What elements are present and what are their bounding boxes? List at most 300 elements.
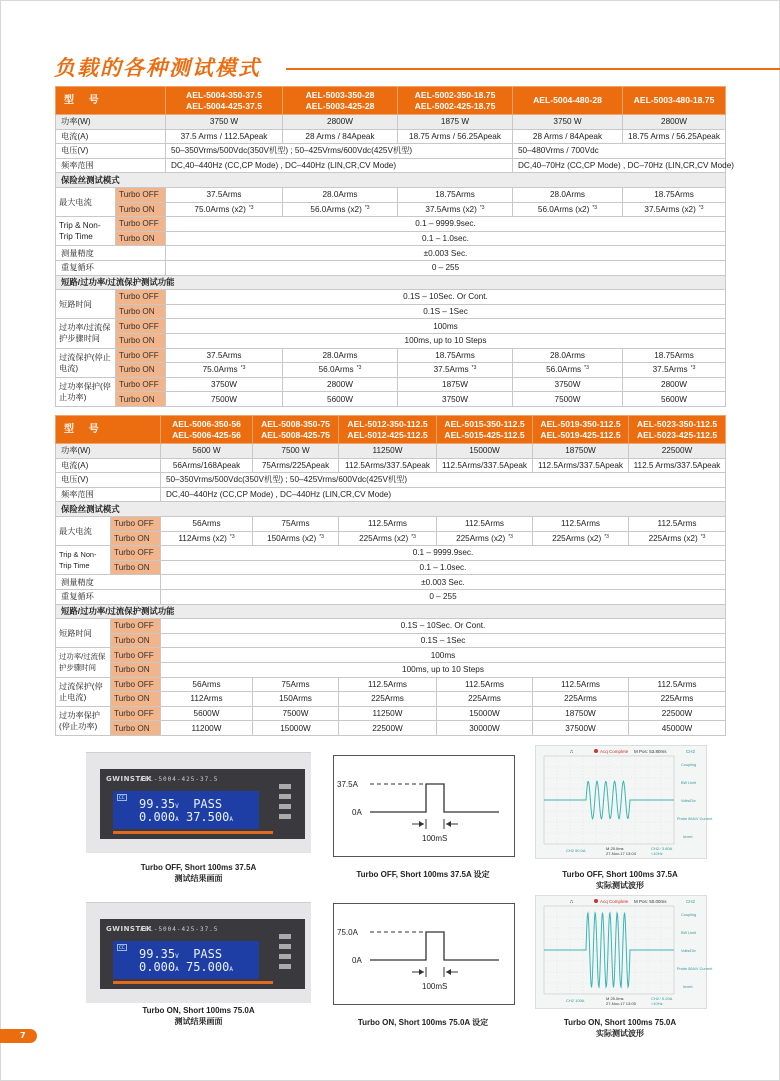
footnote-mark: *3 (240, 365, 246, 372)
table-row (56, 115, 726, 130)
model-name: AEL-5023-425-112.5 (636, 429, 718, 440)
row-label: 过流保护(停止电流) (56, 348, 116, 377)
table-row (56, 217, 726, 232)
footnote-mark: *3 (248, 204, 254, 211)
table-cell: 11250W (339, 444, 437, 459)
turbo-on-label: Turbo ON (111, 633, 161, 648)
brand-logo: GWINSTEK (106, 775, 152, 783)
menu-item: BW Limit (681, 781, 697, 785)
table-cell (513, 363, 623, 378)
lcd-line-1 (139, 797, 222, 811)
table-cell: 112.5Arms/337.5Apeak (533, 458, 629, 473)
table-row (56, 144, 726, 159)
turbo-off-label: Turbo OFF (116, 348, 166, 363)
panel-button (279, 934, 291, 939)
menu-item: Coupling (681, 913, 696, 917)
figure-caption (86, 862, 311, 884)
table-cell: 0.1S – 1Sec (161, 633, 726, 648)
table-row (56, 560, 726, 575)
table-cell: 18750W (533, 706, 629, 721)
section-row (56, 275, 726, 290)
model-name: AEL-5019-350-112.5 (540, 418, 621, 429)
channel-label: CH2 (686, 899, 696, 904)
model-name: AEL-5003-480-18.75 (633, 95, 715, 105)
device-model: AEL-5004-425-37.5 (140, 926, 219, 933)
table-cell: DC,40–440Hz (CC,CP Mode) , DC–440Hz (LIN,CR,CV Mode) (166, 158, 513, 173)
table-row (56, 290, 726, 305)
model-header (398, 87, 513, 115)
setting-unit: A (229, 966, 233, 973)
section-title: 短路/过功率/过流保护测试功能 (56, 604, 726, 619)
model-name: AEL-5008-350-75 (261, 418, 330, 429)
turbo-off-label: Turbo OFF (111, 648, 161, 663)
table-cell: 22500W (629, 706, 726, 721)
footnote-mark: *3 (508, 533, 513, 540)
model-header (283, 87, 398, 115)
row-label: 重复循环 (56, 589, 161, 604)
status-readout: PASS (193, 947, 223, 961)
oscilloscope-turbo-off (535, 745, 713, 859)
table-row (56, 363, 726, 378)
arrowhead (446, 821, 451, 827)
table-cell: 37.5Arms (166, 187, 283, 202)
table-row (56, 531, 726, 546)
table-row (56, 473, 726, 488)
turbo-on-label: Turbo ON (116, 363, 166, 378)
voltage-unit: V (175, 803, 179, 810)
panel-button (279, 954, 291, 959)
table-cell: 112.5Arms (339, 677, 437, 692)
cell-value: 75.0Arms (x2) (194, 204, 246, 214)
pulse-waveform (370, 784, 499, 812)
model-name: AEL-5004-425-37.5 (186, 100, 262, 111)
trigger-icon: ⎍ (570, 900, 574, 905)
trigger-readout: CH2 ⁄ 3.80A (651, 846, 673, 851)
model-header (339, 416, 437, 444)
trigger-readout: CH2 ⁄ 5.20A (651, 996, 673, 1001)
acq-status: Acq Complete (600, 749, 629, 754)
setting-unit: A (229, 816, 233, 823)
table-cell: 37500W (533, 721, 629, 736)
device-photo-turbo-on (86, 902, 311, 1003)
model-name: AEL-5002-350-18.75 (414, 89, 496, 100)
table-cell: 75Arms/225Apeak (253, 458, 339, 473)
cell-value: 37.5Arms (652, 365, 688, 375)
table-cell (283, 202, 398, 217)
cell-value: 150Arms (x2) (267, 533, 317, 543)
turbo-on-label: Turbo ON (111, 721, 161, 736)
turbo-off-label: Turbo OFF (111, 619, 161, 634)
table-cell: ±0.003 Sec. (161, 575, 726, 590)
table-cell: 18.75 Arms / 56.25Apeak (623, 129, 726, 144)
row-label: 短路时间 (56, 290, 116, 319)
acq-status: Acq Complete (600, 899, 629, 904)
table-cell: 100ms, up to 10 Steps (161, 662, 726, 677)
table-header-row (56, 87, 726, 115)
model-name: AEL-5019-425-112.5 (540, 429, 621, 440)
table-cell: 3750 W (513, 115, 623, 130)
footnote-mark: *3 (319, 533, 324, 540)
spec-table-1 (55, 86, 734, 407)
lcd-line-2 (139, 810, 233, 824)
model-name: AEL-5015-350-112.5 (444, 418, 525, 429)
table-cell: 28 Arms / 84Apeak (513, 129, 623, 144)
title-rule (286, 68, 780, 70)
table-row (56, 319, 726, 334)
row-label: 电压(V) (56, 473, 161, 488)
table-cell: 0 – 255 (166, 260, 726, 275)
model-header (629, 416, 726, 444)
table-cell (398, 202, 513, 217)
footnote-mark: *3 (411, 533, 416, 540)
table-row (56, 575, 726, 590)
table-cell: 5600 W (161, 444, 253, 459)
menu-item: Volts/Div (681, 949, 696, 953)
table-row (56, 202, 726, 217)
row-label: 测量精度 (56, 575, 161, 590)
table-cell: 37.5 Arms / 112.5Apeak (166, 129, 283, 144)
table-row (56, 348, 726, 363)
mode-badge: CC (119, 795, 125, 800)
turbo-off-label: Turbo OFF (111, 677, 161, 692)
trigger-icon: ⎍ (570, 750, 574, 755)
table-cell: 3750 W (166, 115, 283, 130)
table-cell: 112.5Arms (437, 677, 533, 692)
table-cell (623, 202, 726, 217)
table-cell (161, 531, 253, 546)
row-label: 电压(V) (56, 144, 166, 159)
table-cell: 5600W (283, 392, 398, 407)
menu-item: BW Limit (681, 931, 697, 935)
table-row (56, 648, 726, 663)
acq-indicator-icon (594, 899, 598, 903)
table-cell: 15000W (437, 706, 533, 721)
panel-button (279, 794, 291, 799)
section-title: 短路/过功率/过流保护测试功能 (56, 275, 726, 290)
page-title: 负载的各种测试模式 (54, 56, 261, 80)
caption-line: Turbo ON, Short 100ms 75.0A (563, 1018, 677, 1027)
table-cell: 1875 W (398, 115, 513, 130)
arrowhead (446, 969, 451, 975)
figure-caption (520, 1017, 720, 1039)
turbo-off-label: Turbo OFF (111, 516, 161, 531)
table-row (56, 589, 726, 604)
table-row (56, 129, 726, 144)
footnote-mark: *3 (364, 204, 370, 211)
section-title: 保险丝测试模式 (56, 502, 726, 517)
table-cell: 112.5Arms/337.5Apeak (437, 458, 533, 473)
model-name: AEL-5002-425-18.75 (414, 100, 496, 111)
footnote-mark: *3 (471, 365, 477, 372)
cell-value: 56.0Arms (x2) (537, 204, 590, 214)
table-cell: 28.0Arms (283, 187, 398, 202)
table-cell (513, 202, 623, 217)
table-cell: 112.5Arms/337.5Apeak (339, 458, 437, 473)
menu-item: Invert (683, 985, 693, 989)
table-cell: 28.0Arms (283, 348, 398, 363)
table-cell: 7500W (166, 392, 283, 407)
table-cell: 225Arms (533, 692, 629, 707)
lcd-display (113, 941, 259, 979)
channel-label: CH2 (686, 749, 696, 754)
panel-button (279, 964, 291, 969)
turbo-off-label: Turbo OFF (111, 546, 161, 561)
scale-readout: CH2 50.0A (566, 848, 586, 853)
model-header (161, 416, 253, 444)
accent-strip (113, 831, 273, 834)
voltage-readout: 99.35 (139, 947, 176, 961)
panel-button (279, 804, 291, 809)
section-row (56, 604, 726, 619)
row-label: 最大电流 (56, 516, 111, 545)
model-header-label: 型 号 (56, 87, 166, 115)
table-row (56, 706, 726, 721)
cell-value: 225Arms (x2) (552, 533, 602, 543)
caption-line: 测试结果画面 (174, 1017, 223, 1026)
model-header (623, 87, 726, 115)
table-cell: 2800W (283, 377, 398, 392)
cell-value: 56.0Arms (x2) (310, 204, 362, 214)
table-cell: 0.1 – 9999.9sec. (166, 217, 726, 232)
turbo-on-label: Turbo ON (116, 333, 166, 348)
current-readout: 0.000 (139, 960, 176, 974)
footnote-mark: *3 (698, 204, 704, 211)
menu-item: Volts/Div (681, 799, 696, 803)
table-cell (398, 363, 513, 378)
table-cell: 18.75Arms (623, 348, 726, 363)
model-name: AEL-5015-425-112.5 (444, 429, 525, 440)
table-row (56, 487, 726, 502)
menu-item: Probe 50A/V Current (677, 967, 713, 971)
table-cell: 22500W (339, 721, 437, 736)
table-row (56, 677, 726, 692)
row-label: 过功率/过流保护步骤时间 (56, 648, 111, 677)
spec-table-2 (55, 415, 726, 736)
current-unit: A (175, 966, 179, 973)
cell-value: 225Arms (x2) (359, 533, 409, 543)
table-cell (533, 531, 629, 546)
table-cell: 11200W (161, 721, 253, 736)
table-cell: 50–350Vrms/500Vdc(350V机型) ; 50–425Vrms/600Vdc(425V机型) (161, 473, 726, 488)
table-cell: 75Arms (253, 677, 339, 692)
time-readout: M 25.0ms (606, 846, 624, 851)
device-front-panel (100, 769, 305, 839)
table-row (56, 377, 726, 392)
table-cell: 225Arms (629, 692, 726, 707)
table-cell (166, 202, 283, 217)
cell-value: 112Arms (x2) (178, 533, 227, 543)
table-cell (253, 531, 339, 546)
position-readout: M Pos: 50.00ms (634, 899, 667, 904)
table-cell: 112.5Arms (533, 516, 629, 531)
table-cell: 1875W (398, 377, 513, 392)
turbo-on-label: Turbo ON (111, 662, 161, 677)
freq-readout: <10Hz (651, 851, 663, 856)
table-header-row (56, 416, 726, 444)
table-cell: 11250W (339, 706, 437, 721)
table-cell: 5600W (623, 392, 726, 407)
menu-item: Invert (683, 835, 693, 839)
status-readout: PASS (193, 797, 223, 811)
brand-logo: GWINSTEK (106, 925, 152, 933)
row-label: 测量精度 (56, 246, 166, 261)
table-row (56, 231, 726, 246)
row-label: 电流(A) (56, 129, 166, 144)
table-cell: 18.75Arms (398, 348, 513, 363)
table-cell: 225Arms (437, 692, 533, 707)
caption-line: 测试结果画面 (174, 874, 223, 883)
row-label: 过流保护(停止电流) (56, 677, 111, 706)
turbo-on-label: Turbo ON (116, 202, 166, 217)
table-cell (166, 363, 283, 378)
model-header (253, 416, 339, 444)
figure-caption (520, 869, 720, 891)
table-cell: 50–480Vrms / 700Vdc (513, 144, 726, 159)
table-cell (629, 531, 726, 546)
turbo-on-label: Turbo ON (116, 304, 166, 319)
turbo-off-label: Turbo OFF (116, 319, 166, 334)
menu-item: Probe 50A/V Current (677, 817, 713, 821)
cell-value: 37.5Arms (x2) (644, 204, 696, 214)
footnote-mark: *3 (700, 533, 706, 540)
row-label: 功率(W) (56, 115, 166, 130)
table-cell: 75Arms (253, 516, 339, 531)
table-cell: 0.1 – 1.0sec. (166, 231, 726, 246)
level-high-label: 37.5A (337, 780, 358, 789)
table-row (56, 260, 726, 275)
position-readout: M Pos: 53.80ms (634, 749, 667, 754)
table-cell: 112.5Arms (629, 516, 726, 531)
model-name: AEL-5008-425-75 (261, 429, 330, 440)
table-cell: 100ms, up to 10 Steps (166, 333, 726, 348)
table-cell: 7500 W (253, 444, 339, 459)
table-cell: 112Arms (161, 692, 253, 707)
lcd-line-2 (139, 960, 233, 974)
cell-value: 225Arms (x2) (456, 533, 506, 543)
oscilloscope-turbo-on (535, 895, 713, 1009)
pulse-waveform (370, 932, 499, 960)
device-photo-turbo-off (86, 752, 311, 853)
level-high-label: 75.0A (337, 928, 358, 937)
turbo-off-label: Turbo OFF (116, 290, 166, 305)
table-cell: 18.75Arms (623, 187, 726, 202)
section-row (56, 502, 726, 517)
arrowhead (419, 969, 424, 975)
table-cell: 2800W (623, 115, 726, 130)
figure-caption: Turbo ON, Short 100ms 75.0A 设定 (357, 1018, 489, 1027)
caption-line: Turbo OFF, Short 100ms 37.5A (562, 870, 678, 879)
table-cell: 0.1 – 1.0sec. (161, 560, 726, 575)
panel-button (279, 944, 291, 949)
turbo-on-label: Turbo ON (116, 392, 166, 407)
panel-buttons (273, 779, 303, 819)
table-row (56, 392, 726, 407)
table-cell: 5600W (161, 706, 253, 721)
model-name: AEL-5006-425-56 (172, 429, 241, 440)
model-name: AEL-5004-350-37.5 (186, 89, 262, 100)
cell-value: 75.0Arms (202, 365, 238, 375)
table-row (56, 546, 726, 561)
setting-readout: 75.000 (185, 960, 230, 974)
row-label: 过功率/过流保护步骤时间 (56, 319, 116, 348)
table-cell: 112.5Arms (629, 677, 726, 692)
voltage-readout: 99.35 (139, 797, 176, 811)
table-cell: 50–350Vrms/500Vdc(350V机型) ; 50–425Vrms/600Vdc(425V机型) (166, 144, 513, 159)
table-cell: 112.5Arms (533, 677, 629, 692)
footnote-mark: *3 (604, 533, 609, 540)
arrowhead (419, 821, 424, 827)
cell-value: 56.0Arms (318, 365, 354, 375)
level-low-label: 0A (352, 956, 362, 965)
turbo-off-label: Turbo OFF (116, 217, 166, 232)
footnote-mark: *3 (356, 365, 362, 372)
table-cell: 7500W (253, 706, 339, 721)
caption-line: Turbo ON, Short 100ms 75.0A (142, 1006, 255, 1015)
table-cell: 0.1S – 10Sec. Or Cont. (161, 619, 726, 634)
date-readout: 27-Nov-17 13:04 (606, 851, 636, 856)
table-cell: 0.1 – 9999.9sec. (161, 546, 726, 561)
width-label: 100mS (422, 834, 448, 843)
model-name: AEL-5003-350-28 (305, 89, 375, 100)
model-name: AEL-5012-425-112.5 (347, 429, 428, 440)
cell-value: 37.5Arms (x2) (425, 204, 477, 214)
model-header (166, 87, 283, 115)
model-name: AEL-5003-425-28 (305, 100, 375, 111)
menu-item: Coupling (681, 763, 696, 767)
footnote-mark: *3 (229, 533, 235, 540)
footnote-mark: *3 (479, 204, 485, 211)
row-label: 频率范围 (56, 158, 166, 173)
table-cell: 28.0Arms (513, 348, 623, 363)
model-name: AEL-5004-480-28 (533, 95, 602, 105)
table-cell: 56Arms (161, 677, 253, 692)
table-cell: 3750W (513, 377, 623, 392)
row-label: 功率(W) (56, 444, 161, 459)
table-cell: 45000W (629, 721, 726, 736)
caption-line: Turbo OFF, Short 100ms 37.5A (140, 863, 257, 872)
table-cell: 37.5Arms (166, 348, 283, 363)
row-label: 短路时间 (56, 619, 111, 648)
panel-buttons (273, 929, 303, 969)
section-row (56, 173, 726, 188)
table-cell: 18.75Arms (398, 187, 513, 202)
figure-caption: Turbo OFF, Short 100ms 37.5A 设定 (356, 870, 490, 879)
table-cell: 28.0Arms (513, 187, 623, 202)
table-cell: 3750W (166, 377, 283, 392)
table-cell: ±0.003 Sec. (166, 246, 726, 261)
table-cell (339, 531, 437, 546)
table-cell: 30000W (437, 721, 533, 736)
row-label: 重复循环 (56, 260, 166, 275)
device-model: AEL-5004-425-37.5 (140, 776, 219, 783)
row-label: Trip & Non-Trip Time (56, 217, 116, 246)
table-cell: DC,40–70Hz (CC,CP Mode) , DC–70Hz (LIN,CR,CV Mode) (513, 158, 726, 173)
table-cell: 100ms (166, 319, 726, 334)
table-cell: 150Arms (253, 692, 339, 707)
pulse-diagram-turbo-off (333, 755, 515, 857)
turbo-off-label: Turbo OFF (116, 377, 166, 392)
page-number-badge: 7 (0, 1029, 37, 1043)
table-cell: 22500W (629, 444, 726, 459)
model-name: AEL-5023-350-112.5 (636, 418, 718, 429)
row-label: 频率范围 (56, 487, 161, 502)
table-row (56, 158, 726, 173)
table-cell: 15000W (253, 721, 339, 736)
table-row (56, 692, 726, 707)
table-cell (437, 531, 533, 546)
section-title: 保险丝测试模式 (56, 173, 726, 188)
figure-caption (86, 1005, 311, 1027)
